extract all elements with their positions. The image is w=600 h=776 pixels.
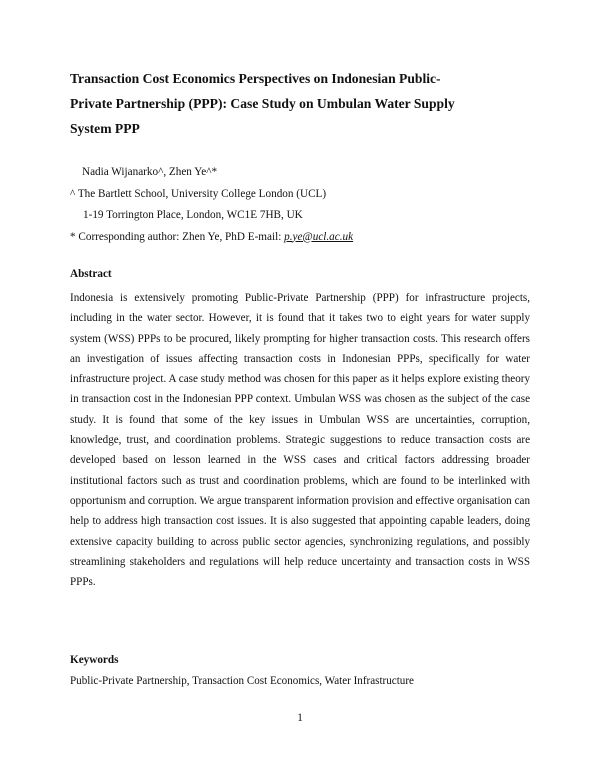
title-line-1: Transaction Cost Economics Perspectives on Indonesian Public- bbox=[70, 71, 441, 86]
affiliation-line-1: ^ The Bartlett School, University College London (UCL) bbox=[70, 187, 327, 200]
corresponding-author bbox=[70, 227, 540, 249]
title-line-2: Private Partnership (PPP): Case Study on Umbulan Water Supply bbox=[70, 96, 455, 111]
author-names: Nadia Wijanarko^, Zhen Ye^* bbox=[82, 166, 218, 178]
corresponding-author-label: * Corresponding author: Zhen Ye, PhD E-mail: bbox=[70, 230, 285, 243]
affiliation-line-2: 1-19 Torrington Place, London, WC1E 7HB, UK bbox=[83, 209, 303, 221]
abstract-text: Indonesia is extensively promoting Public-Private Partnership (PPP) for infrastructure projects, including in the water sector. However, it is found that it takes two to eight years for water supply system (WSS) PPPs to be procured, likely prompting for higher transaction costs. This research offers an investigation of issues affecting transaction costs in Indonesian PPPs, specifically for water infrastructure project. A case study method was chosen for this paper as it helps explore existing theory in transaction cost in the Indonesian PPP context. Umbulan WSS was chosen as the subject of the case study. It is found that some of the key issues in Umbulan WSS are uncertainties, corruption, knowledge, trust, and coordination problems. Strategic suggestions to reduce transaction costs are developed based on lesson learned in the WSS cases and critical factors addressing broader institutional factors such as trust and coordination problems, which are found to be interlinked with opportunism and corruption. We argue transparent information provision and effective organisation can help to address high transaction cost issues. It is also suggested that appointing capable leaders, doing extensive capacity building to across public sector agencies, synchronizing regulations, and possibly streamlining stakeholders and regulations will help reduce uncertainty and transaction costs in WSS PPPs. bbox=[70, 292, 530, 589]
page-number: 1 bbox=[297, 712, 303, 724]
paper-title bbox=[70, 66, 490, 141]
email-link[interactable]: p.ye@ucl.ac.uk bbox=[284, 230, 354, 243]
author-info bbox=[70, 162, 540, 248]
keywords-heading: Keywords bbox=[70, 654, 119, 666]
keywords-text: Public-Private Partnership, Transaction Cost Economics, Water Infrastructure bbox=[70, 675, 414, 687]
abstract-heading: Abstract bbox=[70, 268, 112, 280]
title-line-3: System PPP bbox=[70, 121, 140, 136]
